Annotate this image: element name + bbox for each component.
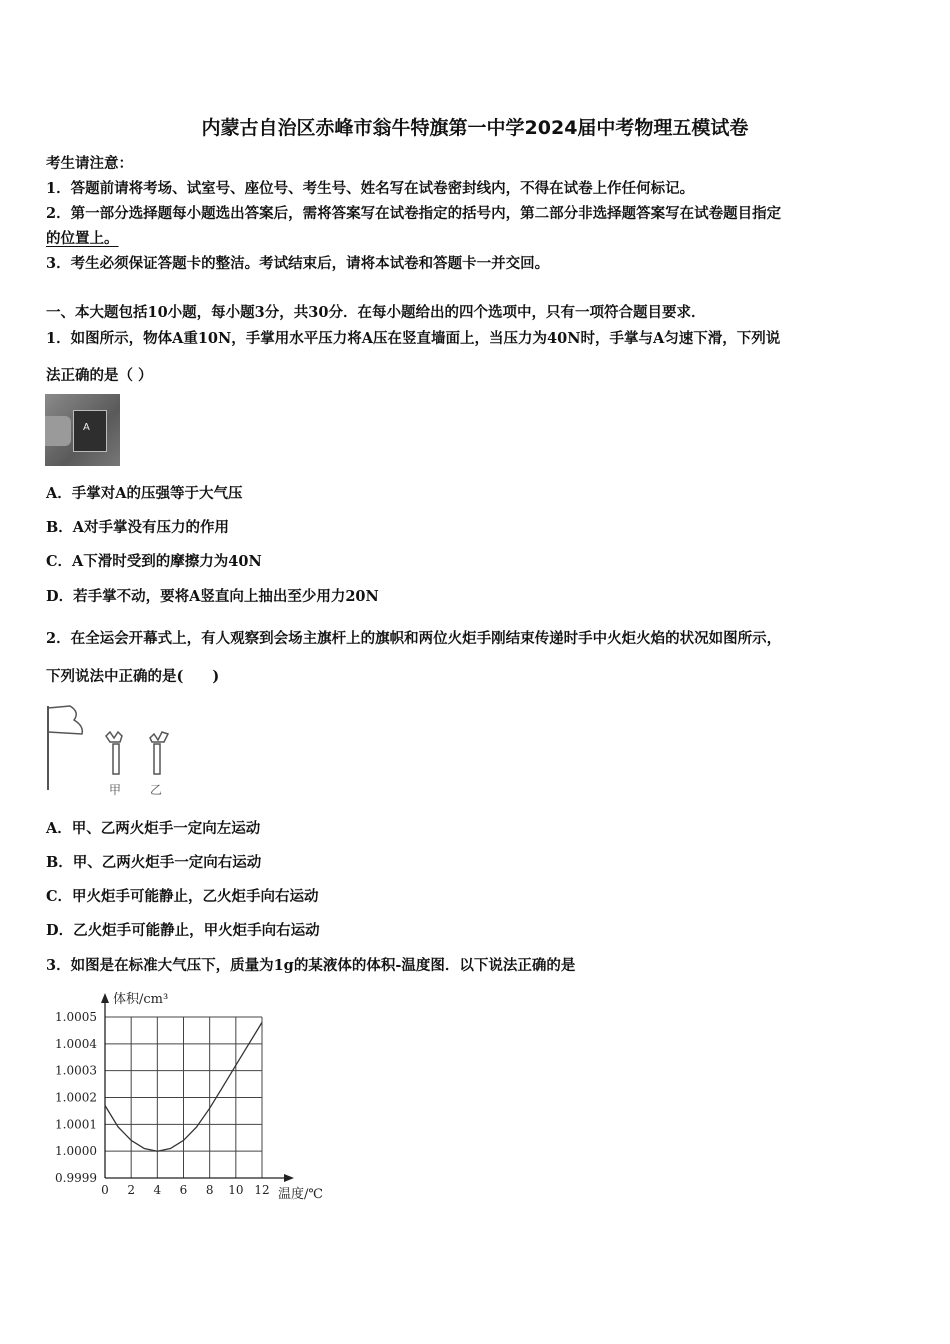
q1-stem-line1: 1．如图所示，物体A重10N，手掌用水平压力将A压在竖直墙面上，当压力为40N时，手掌与A匀速下滑，下列说 [46, 330, 781, 347]
section-heading: 一、本大题包括10小题，每小题3分，共30分．在每小题给出的四个选项中，只有一项符合题目要求． [46, 304, 706, 321]
q1-stem-line2: 法正确的是（ ） [46, 367, 153, 384]
y-tick-label: 1.0000 [55, 1144, 97, 1159]
x-tick-label: 8 [205, 1183, 214, 1197]
x-tick-label: 4 [153, 1183, 162, 1197]
y-tick-label: 0.9999 [55, 1171, 97, 1185]
notice-item-1: 1．答题前请将考场、试室号、座位号、考生号、姓名写在试卷密封线内，不得在试卷上作任何标记。 [46, 180, 695, 197]
chart-ticks [55, 1010, 270, 1197]
torch-label-yi: 乙 [150, 783, 163, 797]
y-tick-label: 1.0005 [55, 1010, 97, 1024]
q1-figure-photo [45, 394, 120, 466]
q1-option-a: A．手掌对A的压强等于大气压 [46, 485, 243, 502]
q2-option-b: B．甲、乙两火炬手一定向右运动 [46, 854, 262, 871]
q1-figure-label: A [83, 422, 90, 433]
flagpole-icon [48, 706, 82, 790]
q1-option-d: D．若手掌不动，要将A竖直向上抽出至少用力20N [46, 588, 379, 605]
chart-axes [101, 993, 294, 1182]
q1-option-c: C．A下滑时受到的摩擦力为40N [46, 553, 262, 570]
page-title: 内蒙古自治区赤峰市翁牛特旗第一中学2024届中考物理五模试卷 [201, 117, 749, 139]
q2-option-a: A．甲、乙两火炬手一定向左运动 [46, 820, 261, 837]
q2-option-c: C．甲火炬手可能静止，乙火炬手向右运动 [46, 888, 319, 905]
y-tick-label: 1.0004 [55, 1036, 97, 1051]
notice-item-2: 2．第一部分选择题每小题选出答案后，需将答案写在试卷指定的括号内，第二部分非选择题答案写在试卷题目指定 [46, 205, 782, 222]
y-tick-label: 1.0003 [55, 1063, 97, 1078]
q2-stem-line1: 2．在全运会开幕式上，有人观察到会场主旗杆上的旗帜和两位火炬手刚结束传递时手中火炬火焰的状况如图所示， [46, 630, 782, 647]
x-tick-label: 6 [179, 1183, 188, 1197]
chart-grid [105, 1017, 262, 1178]
x-tick-label: 2 [127, 1183, 135, 1197]
y-axis-arrow [101, 993, 109, 1003]
y-tick-label: 1.0002 [55, 1090, 97, 1105]
notice-item-2-cont: 的位置上。 [46, 230, 119, 247]
q3-stem-line1: 3．如图是在标准大气压下，质量为1g的某液体的体积-温度图．以下说法正确的是 [46, 957, 576, 974]
torch-label-jia: 甲 [109, 783, 122, 797]
x-tick-label: 0 [101, 1183, 109, 1197]
chart-xlabel: 温度/℃ [278, 1187, 323, 1202]
q2-stem-line2: 下列说法中正确的是( ) [46, 668, 220, 685]
q2-option-d: D．乙火炬手可能静止，甲火炬手向右运动 [46, 922, 320, 939]
chart-ylabel: 体积/cm³ [113, 992, 169, 1007]
x-axis-arrow [284, 1174, 294, 1182]
notice-heading: 考生请注意： [46, 155, 133, 172]
q2-figure-flag-torches [44, 702, 174, 798]
notice-item-3: 3．考生必须保证答题卡的整洁。考试结束后，请将本试卷和答题卡一并交回。 [46, 255, 550, 272]
y-tick-label: 1.0001 [55, 1117, 97, 1132]
volume-temperature-chart [40, 985, 350, 1210]
torch-yi-icon [150, 732, 168, 774]
torch-jia-icon [106, 732, 122, 774]
q1-option-b: B．A对手掌没有压力的作用 [46, 519, 230, 536]
x-tick-label: 12 [254, 1183, 270, 1197]
x-tick-label: 10 [228, 1183, 244, 1197]
